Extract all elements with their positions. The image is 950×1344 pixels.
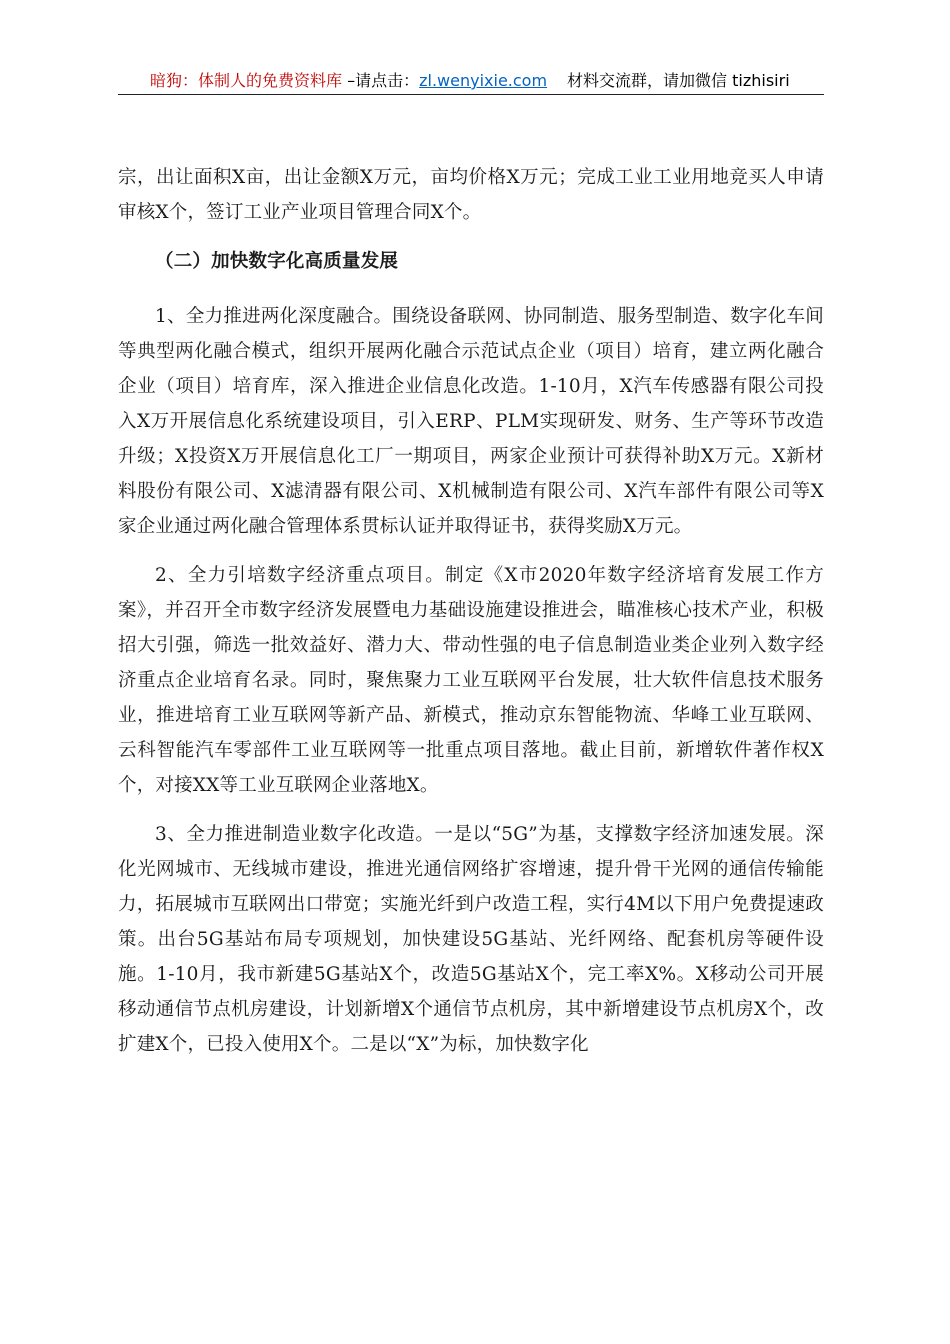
section-heading: （二）加快数字化高质量发展 [155,251,399,272]
page-header [150,68,830,94]
header-brand: 暗狗：体制人的免费资料库 [150,71,343,90]
header-link[interactable]: zl.wenyixie.com [419,71,548,90]
intro-paragraph: 宗，出让面积X亩，出让金额X万元，亩均价格X万元；完成工业工业用地竞买人申请审核X个，签订工业产业项目管理合同X个。 [118,167,824,223]
paragraph-1: 1、全力推进两化深度融合。围绕设备联网、协同制造、服务型制造、数字化车间等典型两化融合模式，组织开展两化融合示范试点企业（项目）培育，建立两化融合企业（项目）培育库，深入推进企业信息化改造。1-10月，X汽车传感器有限公司投入X万开展信息化系统建设项目，引入ERP、PLM实现研发、财务、生产等环节改造升级；X投资X万开展信息化工厂一期项目，两家企业预计可获得补助X万元。X新材料股份有限公司、X滤清器有限公司、X机械制造有限公司、X汽车部件有限公司等X家企业通过两化融合管理体系贯标认证并取得证书，获得奖励X万元。 [118,306,824,537]
header-divider [118,94,824,95]
header-wechat: 材料交流群，请加微信 tizhisiri [567,71,790,90]
document-body [118,160,824,1076]
paragraph-2: 2、全力引培数字经济重点项目。制定《X市2020年数字经济培育发展工作方案》，并召开全市数字经济发展暨电力基础设施建设推进会，瞄准核心技术产业，积极招大引强，筛选一批效益好、潜力大、带动性强的电子信息制造业类企业列入数字经济重点企业培育名录。同时，聚焦聚力工业互联网平台发展，壮大软件信息技术服务业，推进培育工业互联网等新产品、新模式，推动京东智能物流、华峰工业互联网、云科智能汽车零部件工业互联网等一批重点项目落地。截止目前，新增软件著作权X个，对接XX等工业互联网企业落地X。 [118,565,824,796]
paragraph-3: 3、全力推进制造业数字化改造。一是以“5G”为基，支撑数字经济加速发展。深化光网城市、无线城市建设，推进光通信网络扩容增速，提升骨干光网的通信传输能力，拓展城市互联网出口带宽；实施光纤到户改造工程，实行4M以下用户免费提速政策。出台5G基站布局专项规划，加快建设5G基站、光纤网络、配套机房等硬件设施。1-10月，我市新建5G基站X个，改造5G基站X个，完工率X%。X移动公司开展移动通信节点机房建设，计划新增X个通信节点机房，其中新增建设节点机房X个，改扩建X个，已投入使用X个。二是以“X”为标，加快数字化 [118,824,824,1055]
header-separator: –请点击： [342,71,420,90]
